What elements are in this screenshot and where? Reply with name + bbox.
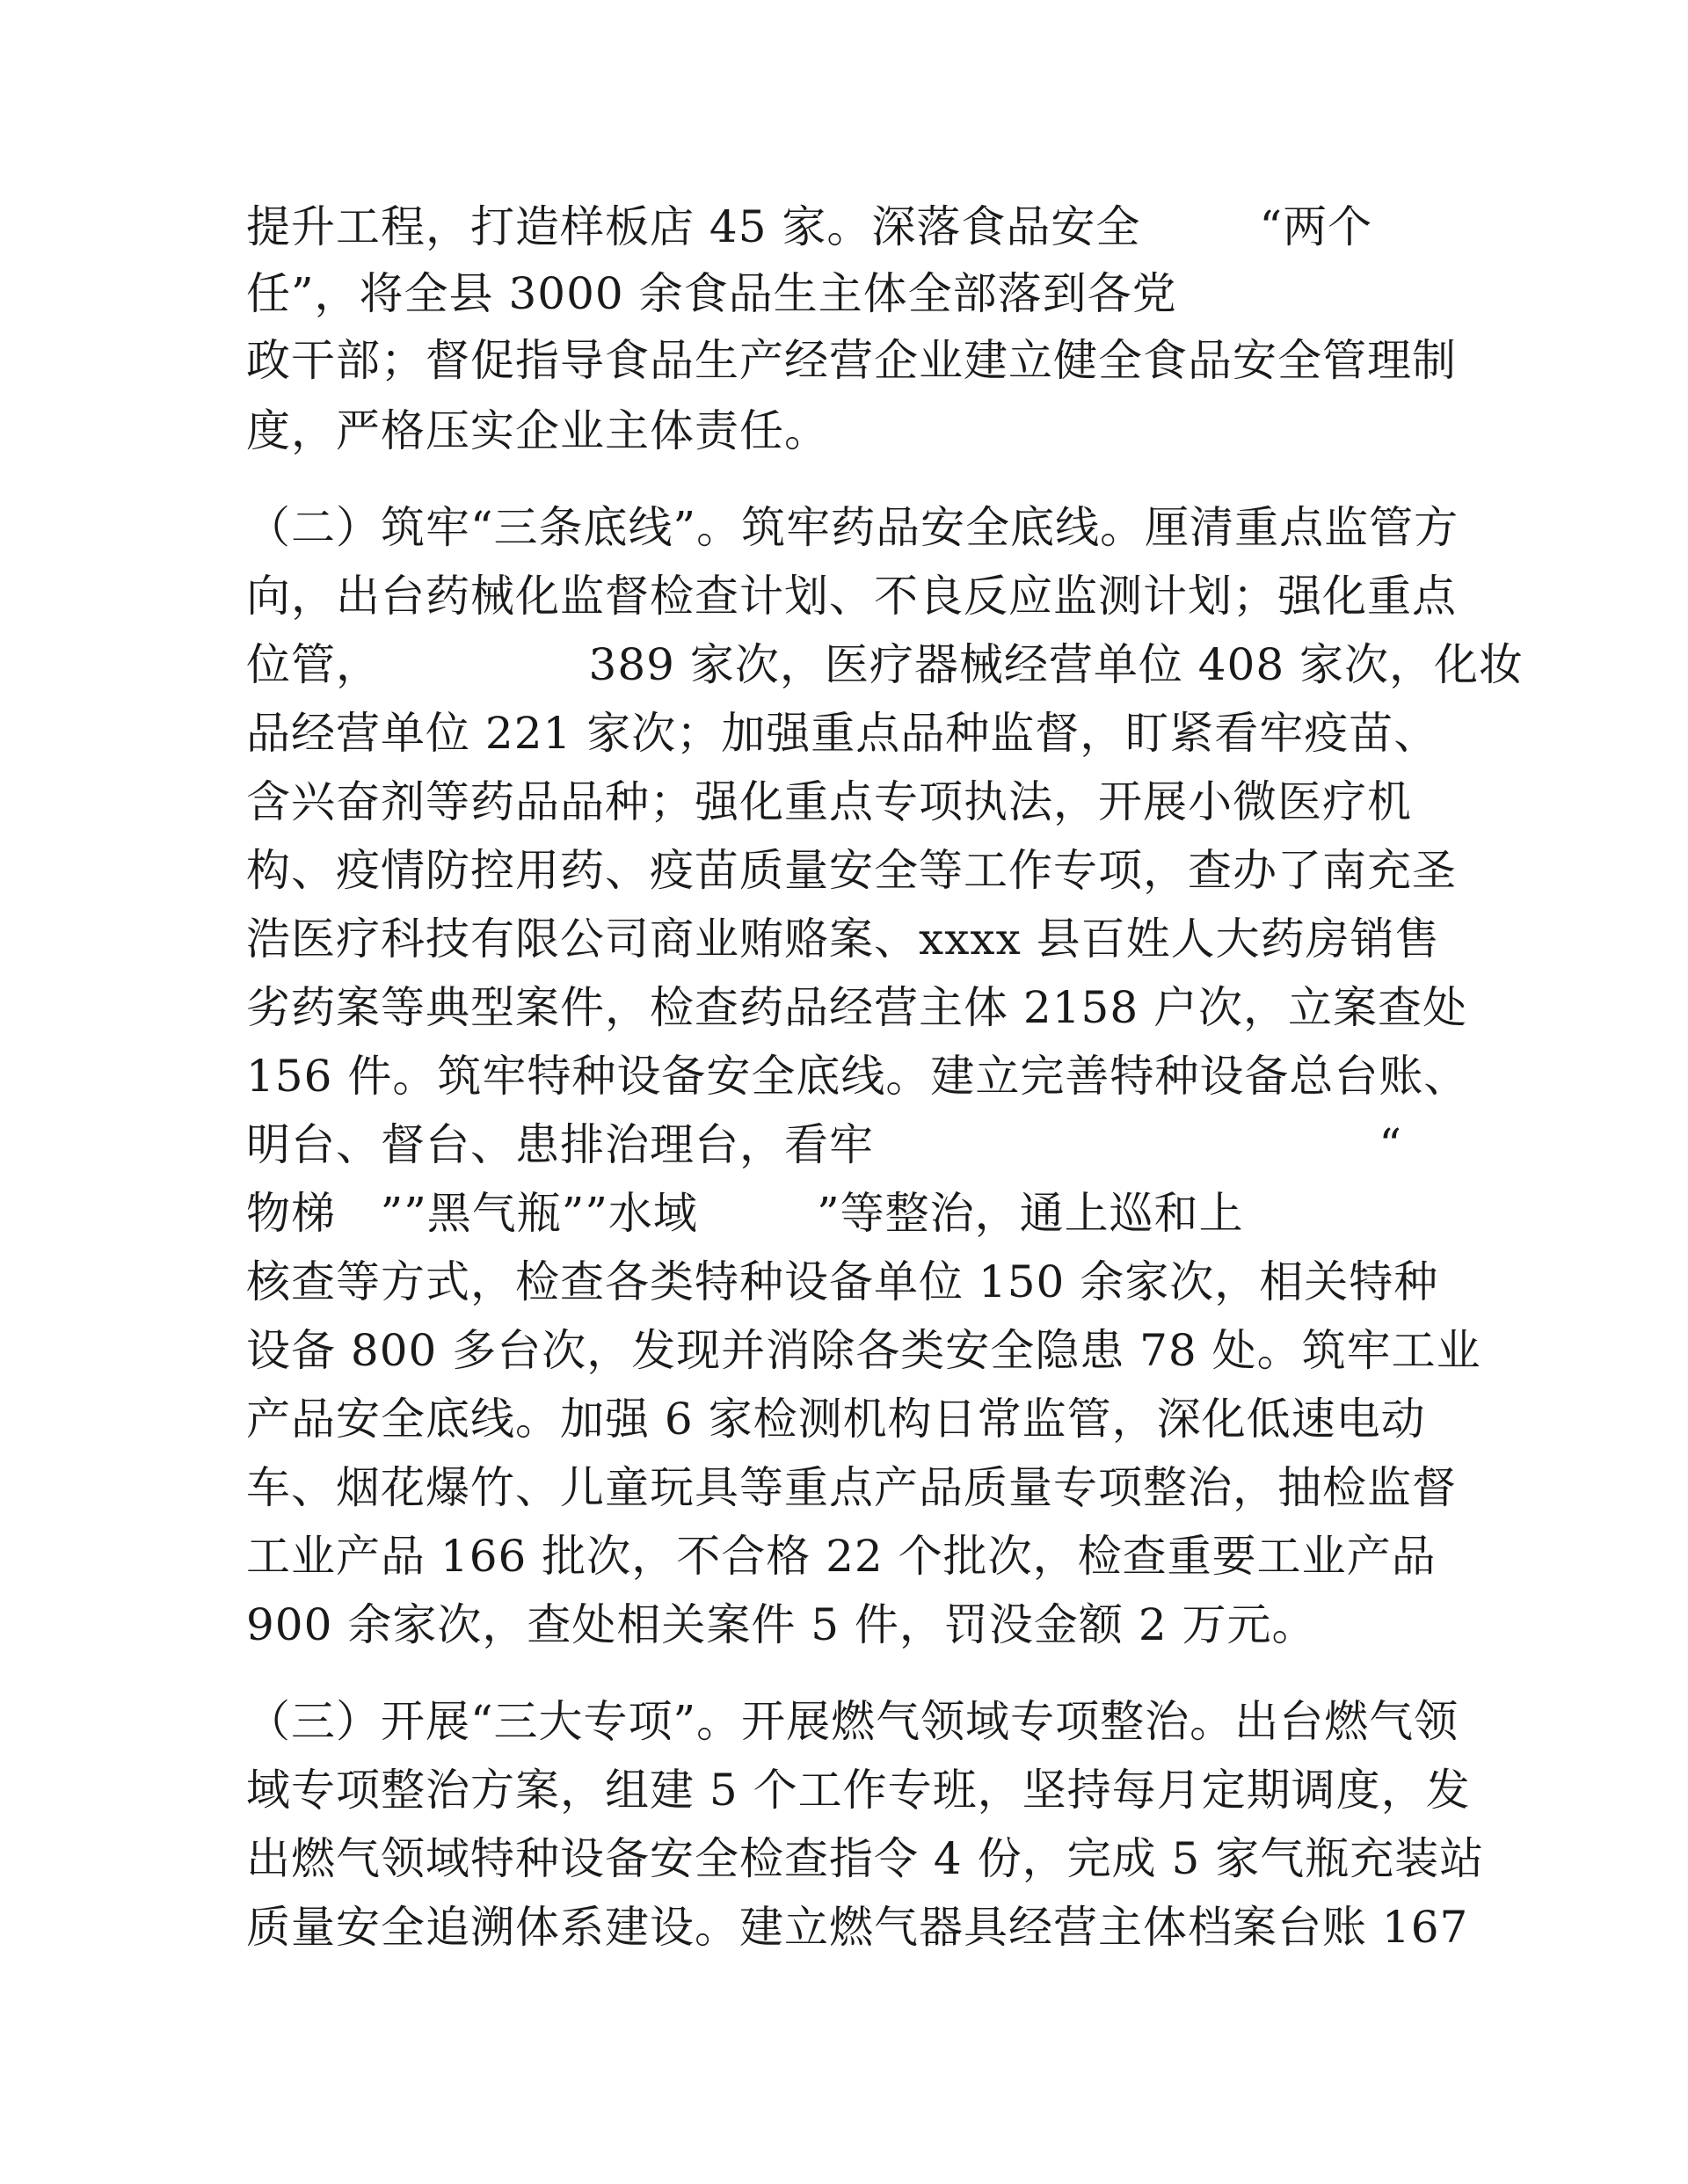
text-line: 域专项整治方案，组建 5 个工作专班，坚持每月定期调度，发 bbox=[246, 1765, 1471, 1816]
text-line: 设备 800 多台次，发现并消除各类安全隐患 78 处。筑牢工业 bbox=[246, 1325, 1481, 1376]
text-line: 向，出台药械化监督检查计划、不良反应监测计划；强化重点 bbox=[246, 571, 1457, 622]
text-line: 劣药案等典型案件，检查药品经营主体 2158 户次，立案查处 bbox=[246, 982, 1468, 1033]
text-line: 车、烟花爆竹、儿童玩具等重点产品质量专项整治，抽检监督 bbox=[246, 1462, 1457, 1513]
text-line: 含兴奋剂等药品品种；强化重点专项执法，开展小微医疗机 bbox=[246, 776, 1412, 827]
text-line: 核查等方式，检查各类特种设备单位 150 余家次，相关特种 bbox=[246, 1256, 1439, 1307]
text-line: 质量安全追溯体系建设。建立燃气器具经营主体档案台账 167 bbox=[246, 1902, 1469, 1953]
text-line: 政干部；督促指导食品生产经营企业建立健全食品安全管理制 bbox=[246, 335, 1457, 386]
text-line: （三）开展“三大专项”。开展燃气领域专项整治。出台燃气领 bbox=[246, 1696, 1459, 1747]
text-line: 工业产品 166 批次，不合格 22 个批次，检查重要工业产品 bbox=[246, 1531, 1437, 1582]
text-line: 物梯 ””黑气瓶””水域 ”等整治，通上巡和上 bbox=[246, 1188, 1244, 1239]
text-line: 出燃气领域特种设备安全检查指令 4 份，完成 5 家气瓶充装站 bbox=[246, 1833, 1485, 1884]
text-line: 任”，将全县 3000 余食品生主体全部落到各党 bbox=[246, 268, 1177, 319]
text-line: 品经营单位 221 家次；加强重点品种监督，盯紧看牢疫苗、 bbox=[246, 708, 1439, 759]
text-line: （二）筑牢“三条底线”。筑牢药品安全底线。厘清重点监管方 bbox=[246, 502, 1459, 553]
text-line: 位管， 389 家次，医疗器械经营单位 408 家次，化妆 bbox=[246, 639, 1524, 690]
text-line: 900 余家次，查处相关案件 5 件，罚没金额 2 万元。 bbox=[246, 1599, 1317, 1650]
text-line: 产品安全底线。加强 6 家检测机构日常监管，深化低速电动 bbox=[246, 1394, 1426, 1445]
text-line: 浩医疗科技有限公司商业贿赂案、xxxx 县百姓人大药房销售 bbox=[246, 914, 1440, 965]
text-line: 度，严格压实企业主体责任。 bbox=[246, 405, 829, 456]
text-line: 构、疫情防控用药、疫苗质量安全等工作专项，查办了南充圣 bbox=[246, 845, 1457, 896]
text-line: 明台、督台、患排治理台，看牢 “ bbox=[246, 1119, 1402, 1170]
text-line: 156 件。筑牢特种设备安全底线。建立完善特种设备总台账、 bbox=[246, 1051, 1469, 1102]
text-line: 提升工程，打造样板店 45 家。深落食品安全 “两个 bbox=[246, 201, 1373, 252]
